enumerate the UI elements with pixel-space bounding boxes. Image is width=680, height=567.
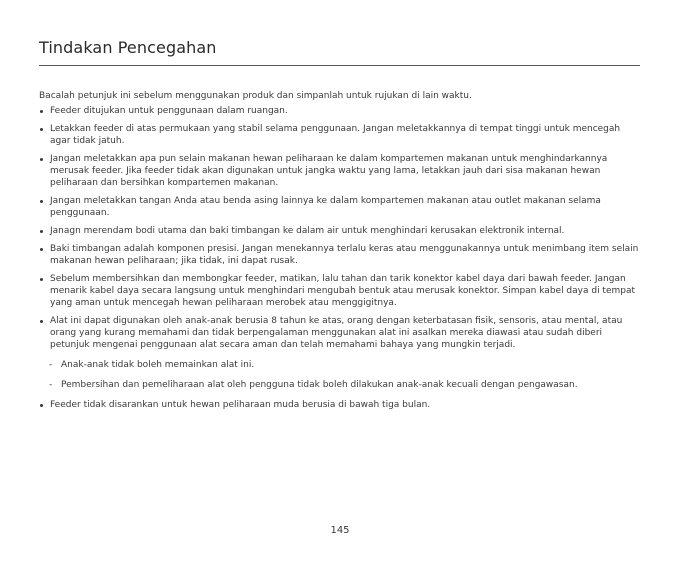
list-item [39, 315, 641, 391]
dash-icon: - [49, 360, 53, 370]
list-item-text: Janagn merendam bodi utama dan baki timbangan ke dalam air untuk menghindari kerusakan elektronik internal. [50, 226, 565, 236]
bullet-icon [40, 278, 43, 281]
bullet-icon [40, 248, 43, 251]
list-item-text: Feeder ditujukan untuk penggunaan dalam ruangan. [50, 106, 288, 116]
list-item-text: Feeder tidak disarankan untuk hewan peliharaan muda berusia di bawah tiga bulan. [50, 400, 431, 410]
dash-icon: - [49, 380, 53, 390]
sub-list-item [49, 359, 641, 371]
sub-list [49, 359, 641, 391]
list-item [39, 399, 641, 411]
list-item [39, 273, 641, 309]
page-number: 145 [330, 525, 350, 536]
list-item-text: Alat ini dapat digunakan oleh anak-anak berusia 8 tahun ke atas, orang dengan keterbatasan fisik, sensoris, atau mental, atau orang yang kurang memahami dan tidak berpengalaman menggunakan alat ini asalkan mereka diawasi atau sudah diberi petunjuk mengenai penggunaan alat secara aman dan telah memahami bahaya yang mungkin terjadi. [50, 316, 623, 350]
list-item-text: Jangan meletakkan apa pun selain makanan hewan peliharaan ke dalam kompartemen makanan untuk menghindarkannya merusak feeder. Jika feeder tidak akan digunakan untuk jangka waktu yang lama, letakkan jauh dari sisa makanan hewan peliharaan dan bersihkan kompartemen makanan. [50, 154, 608, 188]
sub-list-item [49, 379, 641, 391]
title-divider [39, 65, 640, 66]
list-item [39, 105, 641, 117]
page-title: Tindakan Pencegahan [39, 38, 217, 57]
list-item-text: Jangan meletakkan tangan Anda atau benda asing lainnya ke dalam kompartemen makanan atau outlet makanan selama penggunaan. [50, 196, 601, 218]
list-item-text: Baki timbangan adalah komponen presisi. Jangan menekannya terlalu keras atau menggunakannya untuk menimbang item selain makanan hewan peliharaan; jika tidak, ini dapat rusak. [50, 244, 639, 266]
bullet-icon [40, 404, 43, 407]
precaution-list [39, 105, 641, 411]
bullet-icon [40, 110, 43, 113]
bullet-icon [40, 200, 43, 203]
intro-paragraph: Bacalah petunjuk ini sebelum menggunakan produk dan simpanlah untuk rujukan di lain waktu. [39, 91, 472, 101]
bullet-icon [40, 230, 43, 233]
list-item [39, 153, 641, 189]
bullet-icon [40, 320, 43, 323]
bullet-icon [40, 158, 43, 161]
bullet-icon [40, 128, 43, 131]
sub-list-item-text: Anak-anak tidak boleh memainkan alat ini. [61, 360, 255, 370]
list-item-text: Letakkan feeder di atas permukaan yang stabil selama penggunaan. Jangan meletakkannya di tempat tinggi untuk mencegah agar tidak jatuh. [50, 124, 621, 146]
list-item [39, 195, 641, 219]
sub-list-item-text: Pembersihan dan pemeliharaan alat oleh pengguna tidak boleh dilakukan anak-anak kecuali dengan pengawasan. [61, 380, 578, 390]
document-body [39, 90, 641, 417]
list-item [39, 225, 641, 237]
list-item [39, 123, 641, 147]
list-item [39, 243, 641, 267]
list-item-text: Sebelum membersihkan dan membongkar feeder, matikan, lalu tahan dan tarik konektor kabel daya dari bawah feeder. Jangan menarik kabel daya secara langsung untuk menghindari mengubah bentuk atau merusak konektor. Simpan kabel daya di tempat yang aman untuk mencegah hewan peliharaan merobek atau menggigitnya. [50, 274, 636, 308]
